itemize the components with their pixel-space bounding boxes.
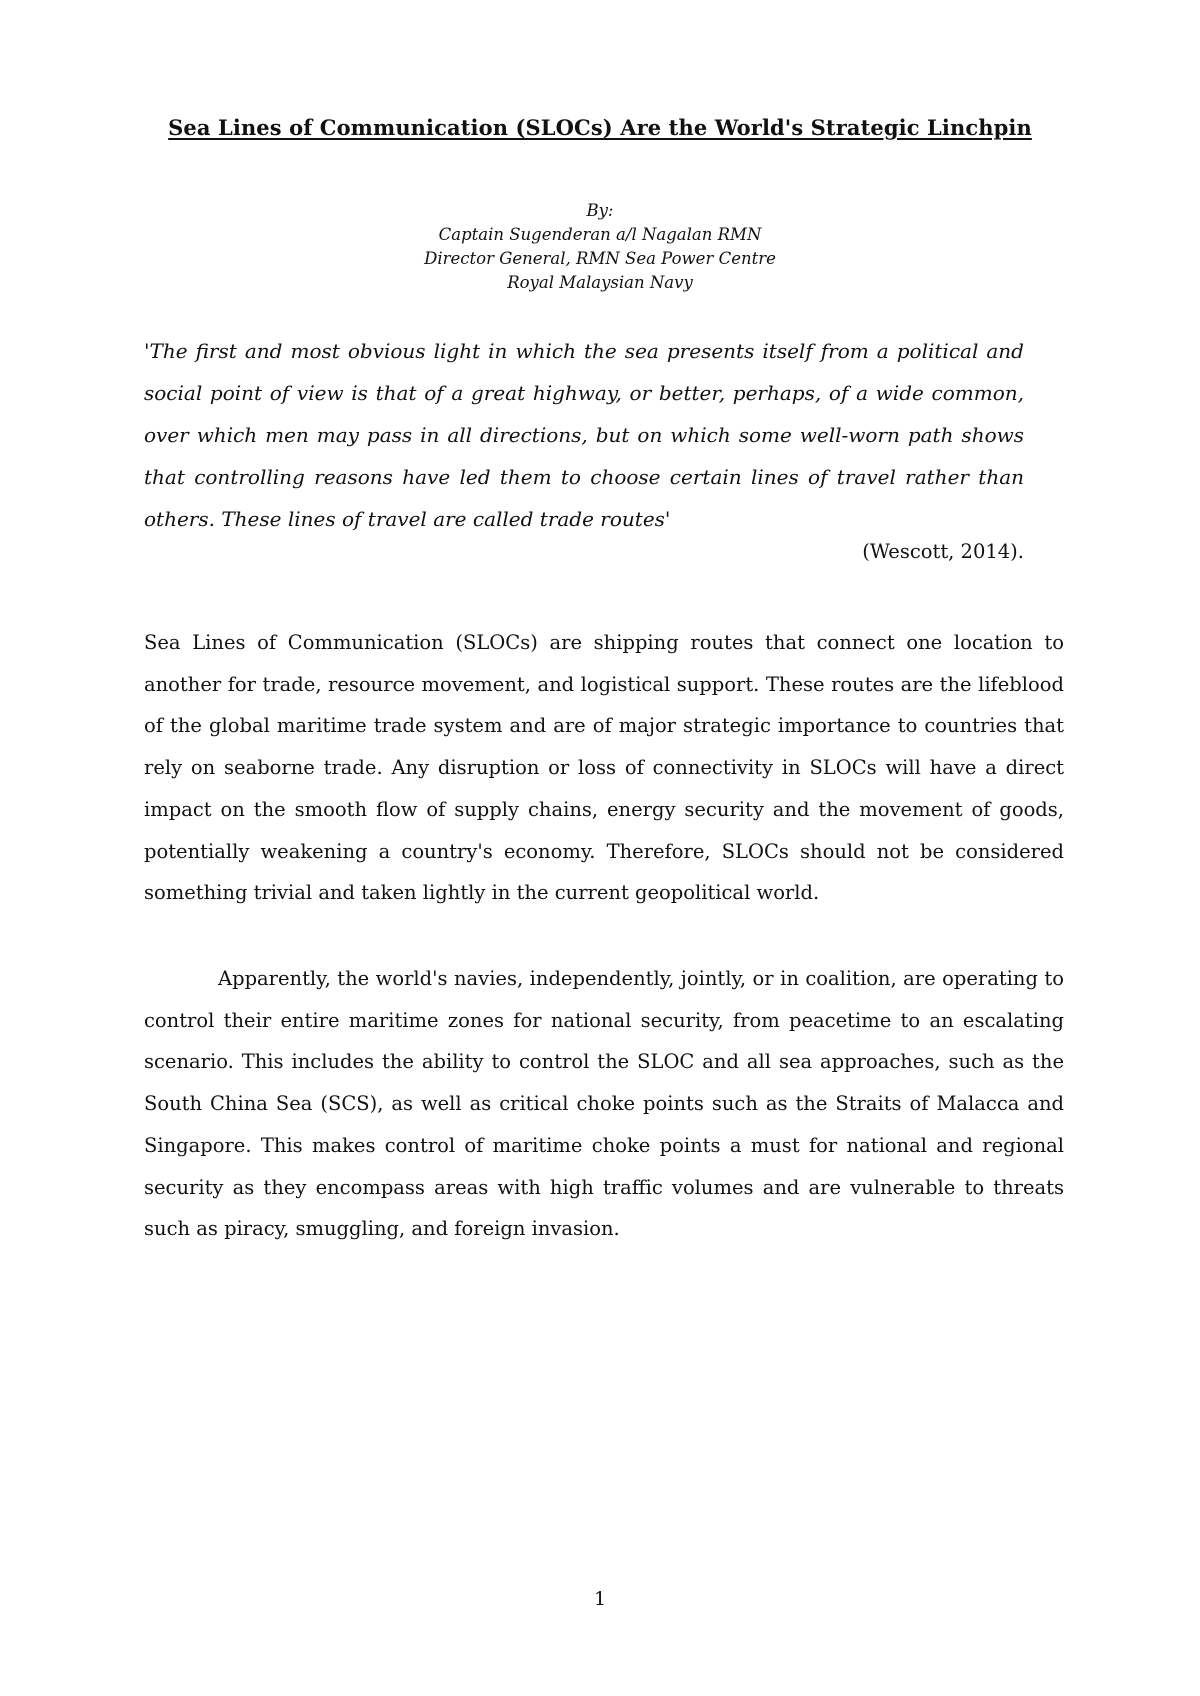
epigraph-quote: 'The first and most obvious light in which the sea presents itself from a political and social point of view is that of a great highway, or better, perhaps, of a wide common, over which men may pass in all directions, but on which some well-worn path shows that controlling reasons have led them to choose certain lines of travel rather than others. These lines of travel are called trade routes' xyxy=(144,339,1024,531)
byline-by: By: xyxy=(586,201,614,220)
byline-author: Captain Sugenderan a/l Nagalan RMN xyxy=(438,225,762,244)
body-paragraph-2: Apparently, the world's navies, independently, jointly, or in coalition, are operating to control their entire maritime zones for national security, from peacetime to an escalating scenario. This includes the ability to control the SLOC and all sea approaches, such as the South China Sea (SCS), as well as critical choke points such as the Straits of Malacca and Singapore. This makes control of maritime choke points a must for national and regional security as they encompass areas with high traffic volumes and are vulnerable to threats such as piracy, smuggling, and foreign invasion. xyxy=(144,967,1064,1241)
document-title: Sea Lines of Communication (SLOCs) Are the World's Strategic Linchpin xyxy=(168,115,1032,140)
quote-citation: (Wescott, 2014). xyxy=(862,540,1024,563)
page-number: 1 xyxy=(593,1588,607,1610)
byline xyxy=(0,199,1200,295)
byline-organization: Royal Malaysian Navy xyxy=(507,273,693,292)
body-paragraph-1: Sea Lines of Communication (SLOCs) are shipping routes that connect one location to another for trade, resource movement, and logistical support. These routes are the lifeblood of the global maritime trade system and are of major strategic importance to countries that rely on seaborne trade. Any disruption or loss of connectivity in SLOCs will have a direct impact on the smooth flow of supply chains, energy security and the movement of goods, potentially weakening a country's economy. Therefore, SLOCs should not be considered something trivial and taken lightly in the current geopolitical world. xyxy=(144,631,1064,905)
byline-position: Director General, RMN Sea Power Centre xyxy=(424,249,776,268)
